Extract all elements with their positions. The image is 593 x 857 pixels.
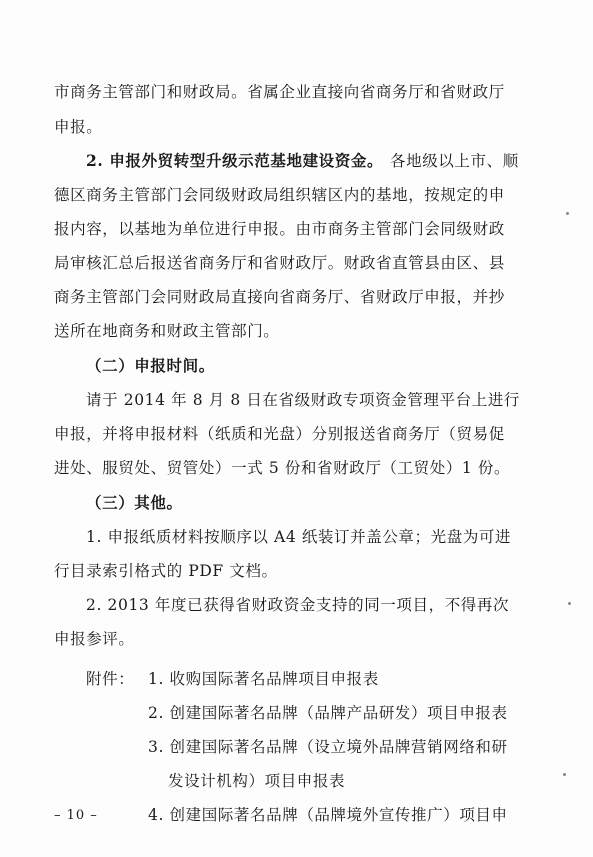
page-number: – 10 –: [54, 808, 98, 823]
body-line-2: 申报。: [54, 118, 103, 136]
attachment-item-4: 4. 创建国际著名品牌（品牌境外宣传推广）项目申: [148, 806, 508, 824]
body-line-5: 报内容，以基地为单位进行申报。由市商务主管部门会同级财政: [54, 220, 505, 238]
attachment-item-1: 1. 收购国际著名品牌项目申报表: [148, 670, 379, 688]
body-line-17: 申报参评。: [54, 630, 135, 648]
body-line-15: 行目录索引格式的 PDF 文档。: [54, 562, 278, 580]
body-line-6: 局审核汇总后报送省商务厅和省财政厅。财政省直管县由区、县: [54, 254, 505, 272]
scan-speck: [563, 773, 566, 776]
attachment-item-3-cont: 发设计机构）项目申报表: [168, 772, 346, 790]
body-line-14: 1. 申报纸质材料按顺序以 A4 纸装订并盖公章；光盘为可进: [86, 528, 512, 546]
subheading-time: （二）申报时间。: [86, 356, 215, 375]
attachment-item-3: 3. 创建国际著名品牌（设立境外品牌营销网络和研: [148, 738, 508, 756]
body-line-11: 申报，并将申报材料（纸质和光盘）分别报送省商务厅（贸易促: [54, 425, 505, 443]
body-line-12: 进处、服贸处、贸管处）一式 5 份和省财政厅（工贸处）1 份。: [54, 459, 511, 477]
scan-speck: [568, 602, 571, 605]
section-heading-2: 2. 申报外贸转型升级示范基地建设资金。: [86, 151, 384, 170]
body-line-7: 商务主管部门会同财政局直接向省商务厅、省财政厅申报，并抄: [54, 288, 505, 306]
body-line-3b: 各地级以上市、顺: [390, 152, 519, 170]
scan-speck: [566, 212, 569, 215]
subheading-other: （三）其他。: [86, 493, 183, 512]
body-line-4: 德区商务主管部门会同级财政局组织辖区内的基地，按规定的申: [54, 186, 505, 204]
body-line-10: 请于 2014 年 8 月 8 日在省级财政专项资金管理平台上进行: [86, 391, 521, 409]
body-line-8: 送所在地商务和财政主管部门。: [54, 322, 280, 340]
attachment-item-2: 2. 创建国际著名品牌（品牌产品研发）项目申报表: [148, 704, 508, 722]
body-line-1: 市商务主管部门和财政局。省属企业直接向省商务厅和省财政厅: [54, 83, 505, 101]
attachments-label: 附件：: [86, 670, 135, 688]
body-line-16: 2. 2013 年度已获得省财政资金支持的同一项目，不得再次: [86, 596, 510, 614]
